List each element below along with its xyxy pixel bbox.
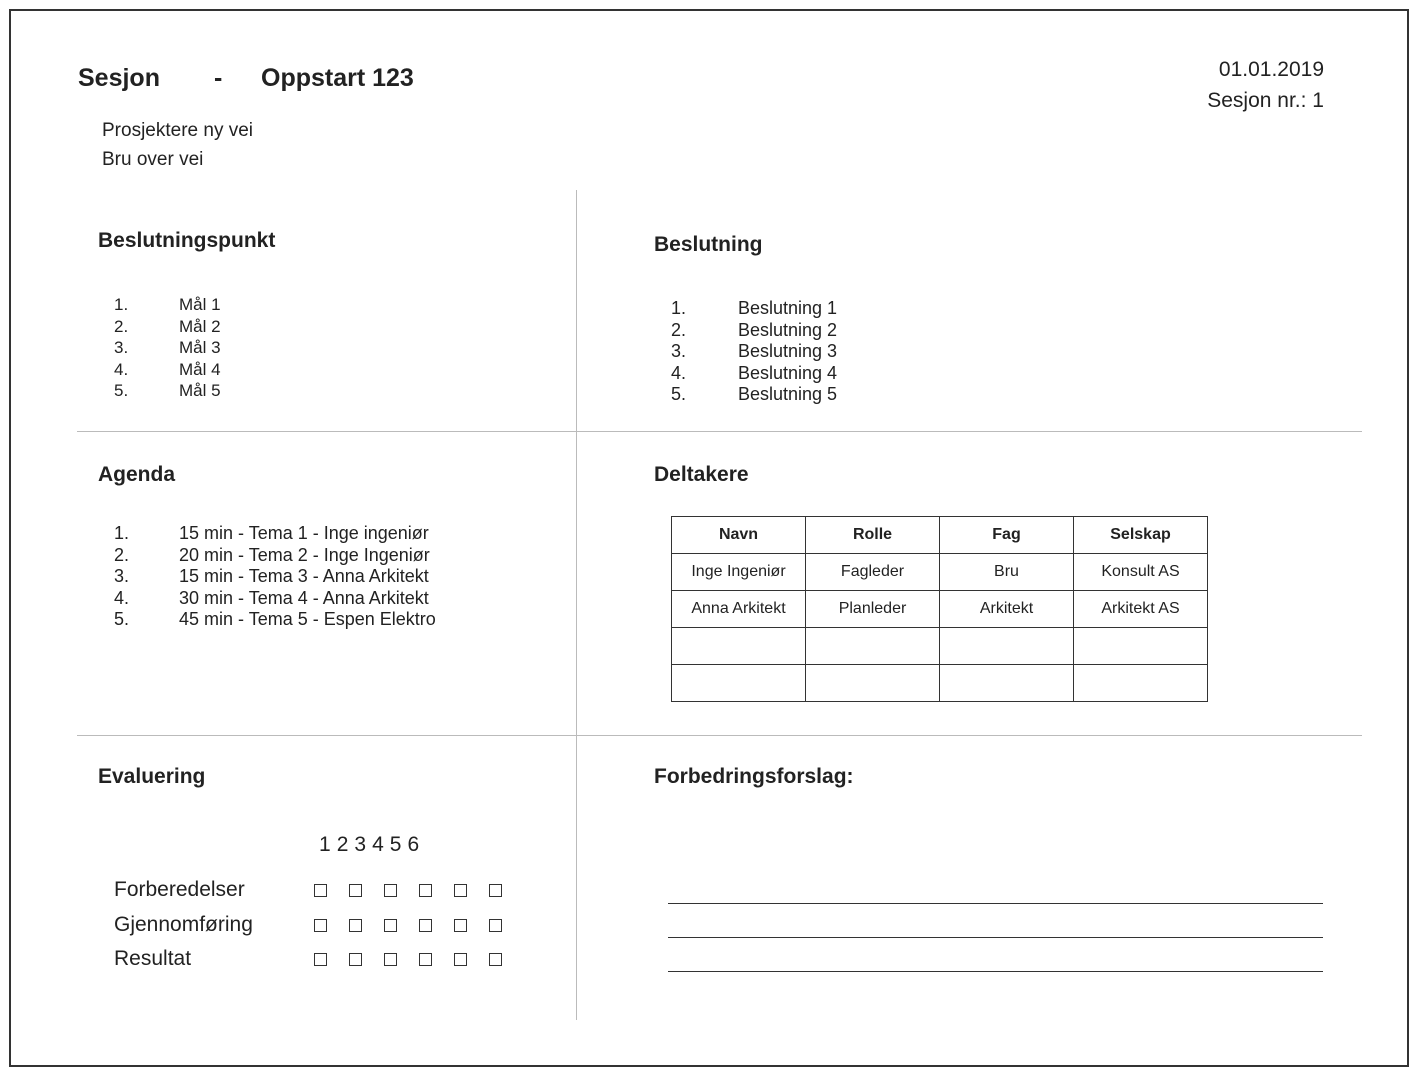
evaluation-label: Resultat	[114, 947, 192, 970]
decision-list	[671, 298, 837, 406]
table-cell: Bru	[940, 554, 1074, 591]
table-cell	[806, 665, 940, 702]
table-cell: Inge Ingeniør	[672, 554, 806, 591]
column-header: Rolle	[806, 517, 940, 554]
list-item: 2. 20 min - Tema 2 - Inge Ingeniør	[114, 544, 430, 565]
section-title-forbedringsforslag: Forbedringsforslag:	[654, 765, 854, 788]
writing-line[interactable]	[668, 903, 1323, 904]
section-title-evaluering: Evaluering	[98, 765, 206, 788]
session-date: 01.01.2019	[1218, 58, 1324, 81]
table-cell	[672, 665, 806, 702]
rating-checkbox[interactable]	[489, 919, 502, 932]
column-divider	[576, 190, 577, 1020]
writing-line[interactable]	[668, 937, 1323, 938]
list-item: 1. Beslutning 1	[671, 298, 838, 318]
list-item: 5. Mål 5	[114, 381, 221, 401]
rating-scale: 1 2 3 4 5 6	[319, 833, 420, 856]
list-item: 5. Beslutning 5	[671, 384, 838, 405]
rating-checkbox[interactable]	[419, 919, 432, 932]
writing-line[interactable]	[668, 971, 1323, 972]
section-title-agenda: Agenda	[98, 463, 176, 486]
rating-checkbox[interactable]	[454, 884, 467, 897]
table-cell	[940, 628, 1074, 665]
table-header-row	[672, 517, 1208, 554]
list-item: 3. 15 min - Tema 3 - Anna Arkitekt	[114, 566, 429, 587]
rating-checkbox[interactable]	[454, 953, 467, 966]
section-title-deltakere: Deltakere	[654, 463, 749, 486]
title-separator: -	[214, 64, 223, 92]
table-cell: Anna Arkitekt	[672, 591, 806, 628]
list-item: 2. Beslutning 2	[671, 319, 838, 340]
table-cell	[1074, 665, 1208, 702]
project-subtitle: Prosjektere ny vei	[102, 120, 254, 141]
list-item: 4. Mål 4	[114, 359, 221, 379]
column-header: Navn	[672, 517, 806, 554]
table-row	[672, 628, 1208, 665]
rating-checkbox[interactable]	[384, 884, 397, 897]
row-divider	[77, 735, 1362, 736]
session-number: Sesjon nr.: 1	[1207, 89, 1324, 112]
decision-point-list	[114, 294, 221, 402]
section-title-beslutning: Beslutning	[654, 233, 763, 256]
table-cell: Planleder	[806, 591, 940, 628]
table-row	[672, 665, 1208, 702]
rating-checkbox[interactable]	[314, 884, 327, 897]
table-cell: Fagleder	[806, 554, 940, 591]
table-row	[672, 591, 1208, 628]
rating-checkbox[interactable]	[314, 919, 327, 932]
rating-checkbox[interactable]	[314, 953, 327, 966]
list-item: 4. Beslutning 4	[671, 362, 838, 383]
section-title-beslutningspunkt: Beslutningspunkt	[98, 229, 276, 252]
participants-table	[671, 516, 1208, 702]
list-item: 1. Mål 1	[114, 295, 221, 314]
column-header: Selskap	[1074, 517, 1208, 554]
table-cell	[806, 628, 940, 665]
evaluation-row	[114, 878, 544, 902]
table-row	[672, 554, 1208, 591]
agenda-list	[114, 523, 436, 631]
row-divider	[77, 431, 1362, 432]
rating-checkbox[interactable]	[349, 953, 362, 966]
evaluation-row	[114, 947, 544, 971]
list-item: 3. Mål 3	[114, 338, 221, 358]
rating-checkbox[interactable]	[384, 919, 397, 932]
table-cell: Arkitekt	[940, 591, 1074, 628]
evaluation-label: Gjennomføring	[114, 913, 253, 936]
list-item: 5. 45 min - Tema 5 - Espen Elektro	[114, 609, 436, 630]
rating-checkbox[interactable]	[349, 884, 362, 897]
column-header: Fag	[940, 517, 1074, 554]
table-cell: Konsult AS	[1074, 554, 1208, 591]
list-item: 2. Mål 2	[114, 316, 221, 336]
evaluation-row	[114, 913, 544, 937]
table-cell	[940, 665, 1074, 702]
rating-checkbox[interactable]	[349, 919, 362, 932]
rating-checkbox[interactable]	[419, 953, 432, 966]
table-cell	[1074, 628, 1208, 665]
rating-checkbox[interactable]	[454, 919, 467, 932]
list-item: 1. 15 min - Tema 1 - Inge ingeniør	[114, 523, 429, 543]
session-label: Sesjon	[78, 64, 160, 92]
table-cell: Arkitekt AS	[1074, 591, 1208, 628]
list-item: 3. Beslutning 3	[671, 341, 838, 362]
list-item: 4. 30 min - Tema 4 - Anna Arkitekt	[114, 587, 429, 608]
table-cell	[672, 628, 806, 665]
rating-checkbox[interactable]	[489, 884, 502, 897]
evaluation-label: Forberedelser	[114, 878, 245, 901]
project-subtitle-2: Bru over vei	[102, 149, 204, 170]
rating-checkbox[interactable]	[384, 953, 397, 966]
rating-checkbox[interactable]	[489, 953, 502, 966]
rating-checkbox[interactable]	[419, 884, 432, 897]
session-name: Oppstart 123	[261, 64, 414, 92]
